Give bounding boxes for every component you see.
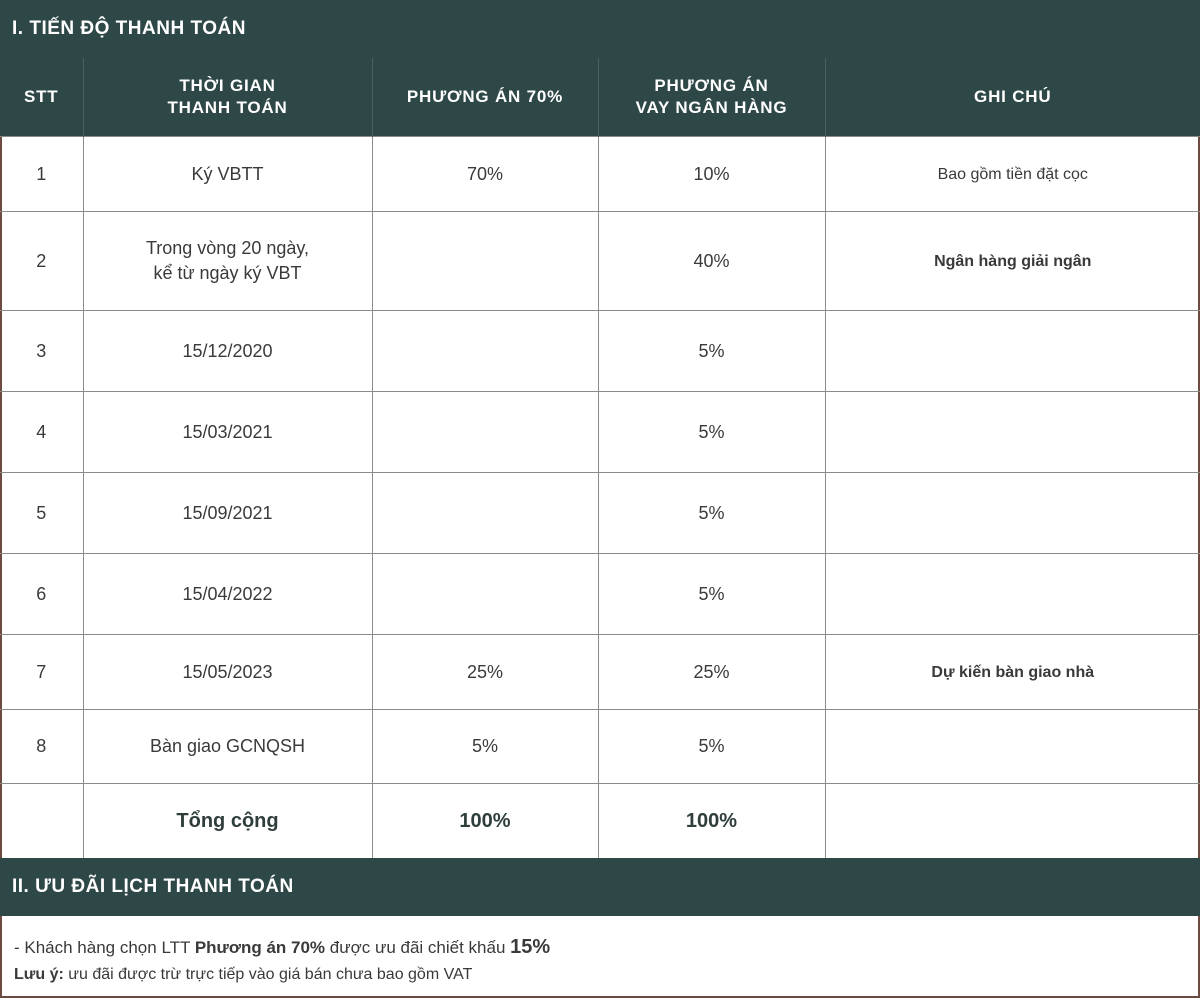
total-label: Tổng cộng (83, 784, 372, 859)
table-row (0, 392, 1200, 473)
cell-note (825, 784, 1200, 859)
cell-time: 15/03/2021 (83, 392, 372, 473)
table-row (0, 311, 1200, 392)
cell-bank: 10% (598, 137, 825, 212)
cell-time: Bàn giao GCNQSH (83, 710, 372, 784)
cell-note (825, 473, 1200, 554)
cell-note: Bao gồm tiền đặt cọc (825, 137, 1200, 212)
table-row (0, 473, 1200, 554)
header-note: GHI CHÚ (825, 58, 1200, 137)
table-total-row (0, 784, 1200, 859)
cell-stt: 8 (0, 710, 83, 784)
cell-note (825, 554, 1200, 635)
cell-plan70 (372, 554, 598, 635)
header-stt: STT (0, 58, 83, 137)
table-row (0, 212, 1200, 311)
cell-stt: 4 (0, 392, 83, 473)
cell-bank: 5% (598, 473, 825, 554)
total-bank: 100% (598, 784, 825, 859)
cell-stt: 2 (0, 212, 83, 311)
payment-schedule-table (0, 58, 1200, 859)
table-row (0, 710, 1200, 784)
cell-time: 15/04/2022 (83, 554, 372, 635)
cell-bank: 5% (598, 710, 825, 784)
cell-bank: 5% (598, 311, 825, 392)
cell-plan70: 25% (372, 635, 598, 710)
cell-plan70: 70% (372, 137, 598, 212)
cell-plan70: 5% (372, 710, 598, 784)
cell-bank: 40% (598, 212, 825, 311)
header-bank-loan-plan: PHƯƠNG ÁN VAY NGÂN HÀNG (598, 58, 825, 137)
cell-stt: 5 (0, 473, 83, 554)
cell-note (825, 392, 1200, 473)
table-header-row (0, 58, 1200, 137)
total-plan70: 100% (372, 784, 598, 859)
section-title-payment-incentives: II. ƯU ĐÃI LỊCH THANH TOÁN (0, 858, 1200, 916)
cell-bank: 5% (598, 554, 825, 635)
header-payment-time: THỜI GIAN THANH TOÁN (83, 58, 372, 137)
cell-plan70 (372, 311, 598, 392)
section-title-payment-schedule: I. TIẾN ĐỘ THANH TOÁN (0, 0, 1200, 58)
cell-stt: 3 (0, 311, 83, 392)
cell-note: Dự kiến bàn giao nhà (825, 635, 1200, 710)
cell-stt: 6 (0, 554, 83, 635)
cell-plan70 (372, 473, 598, 554)
cell-plan70 (372, 212, 598, 311)
table-row (0, 554, 1200, 635)
cell-bank: 25% (598, 635, 825, 710)
incentive-line: - Khách hàng chọn LTT Phương án 70% được ưu đãi chiết khấu 15% (14, 936, 551, 958)
cell-note: Ngân hàng giải ngân (825, 212, 1200, 311)
cell-stt: 7 (0, 635, 83, 710)
cell-note (825, 311, 1200, 392)
cell-time: 15/09/2021 (83, 473, 372, 554)
header-plan-70: PHƯƠNG ÁN 70% (372, 58, 598, 137)
cell-stt (0, 784, 83, 859)
cell-bank: 5% (598, 392, 825, 473)
table-row (0, 137, 1200, 212)
cell-time: 15/05/2023 (83, 635, 372, 710)
cell-plan70 (372, 392, 598, 473)
cell-time: Trong vòng 20 ngày, kể từ ngày ký VBT (83, 212, 372, 311)
cell-time: Ký VBTT (83, 137, 372, 212)
cell-time: 15/12/2020 (83, 311, 372, 392)
incentives-text (0, 916, 1200, 1000)
incentive-note-line: Lưu ý: ưu đãi được trừ trực tiếp vào giá bán chưa bao gồm VAT (14, 966, 473, 983)
cell-stt: 1 (0, 137, 83, 212)
cell-note (825, 710, 1200, 784)
table-row (0, 635, 1200, 710)
